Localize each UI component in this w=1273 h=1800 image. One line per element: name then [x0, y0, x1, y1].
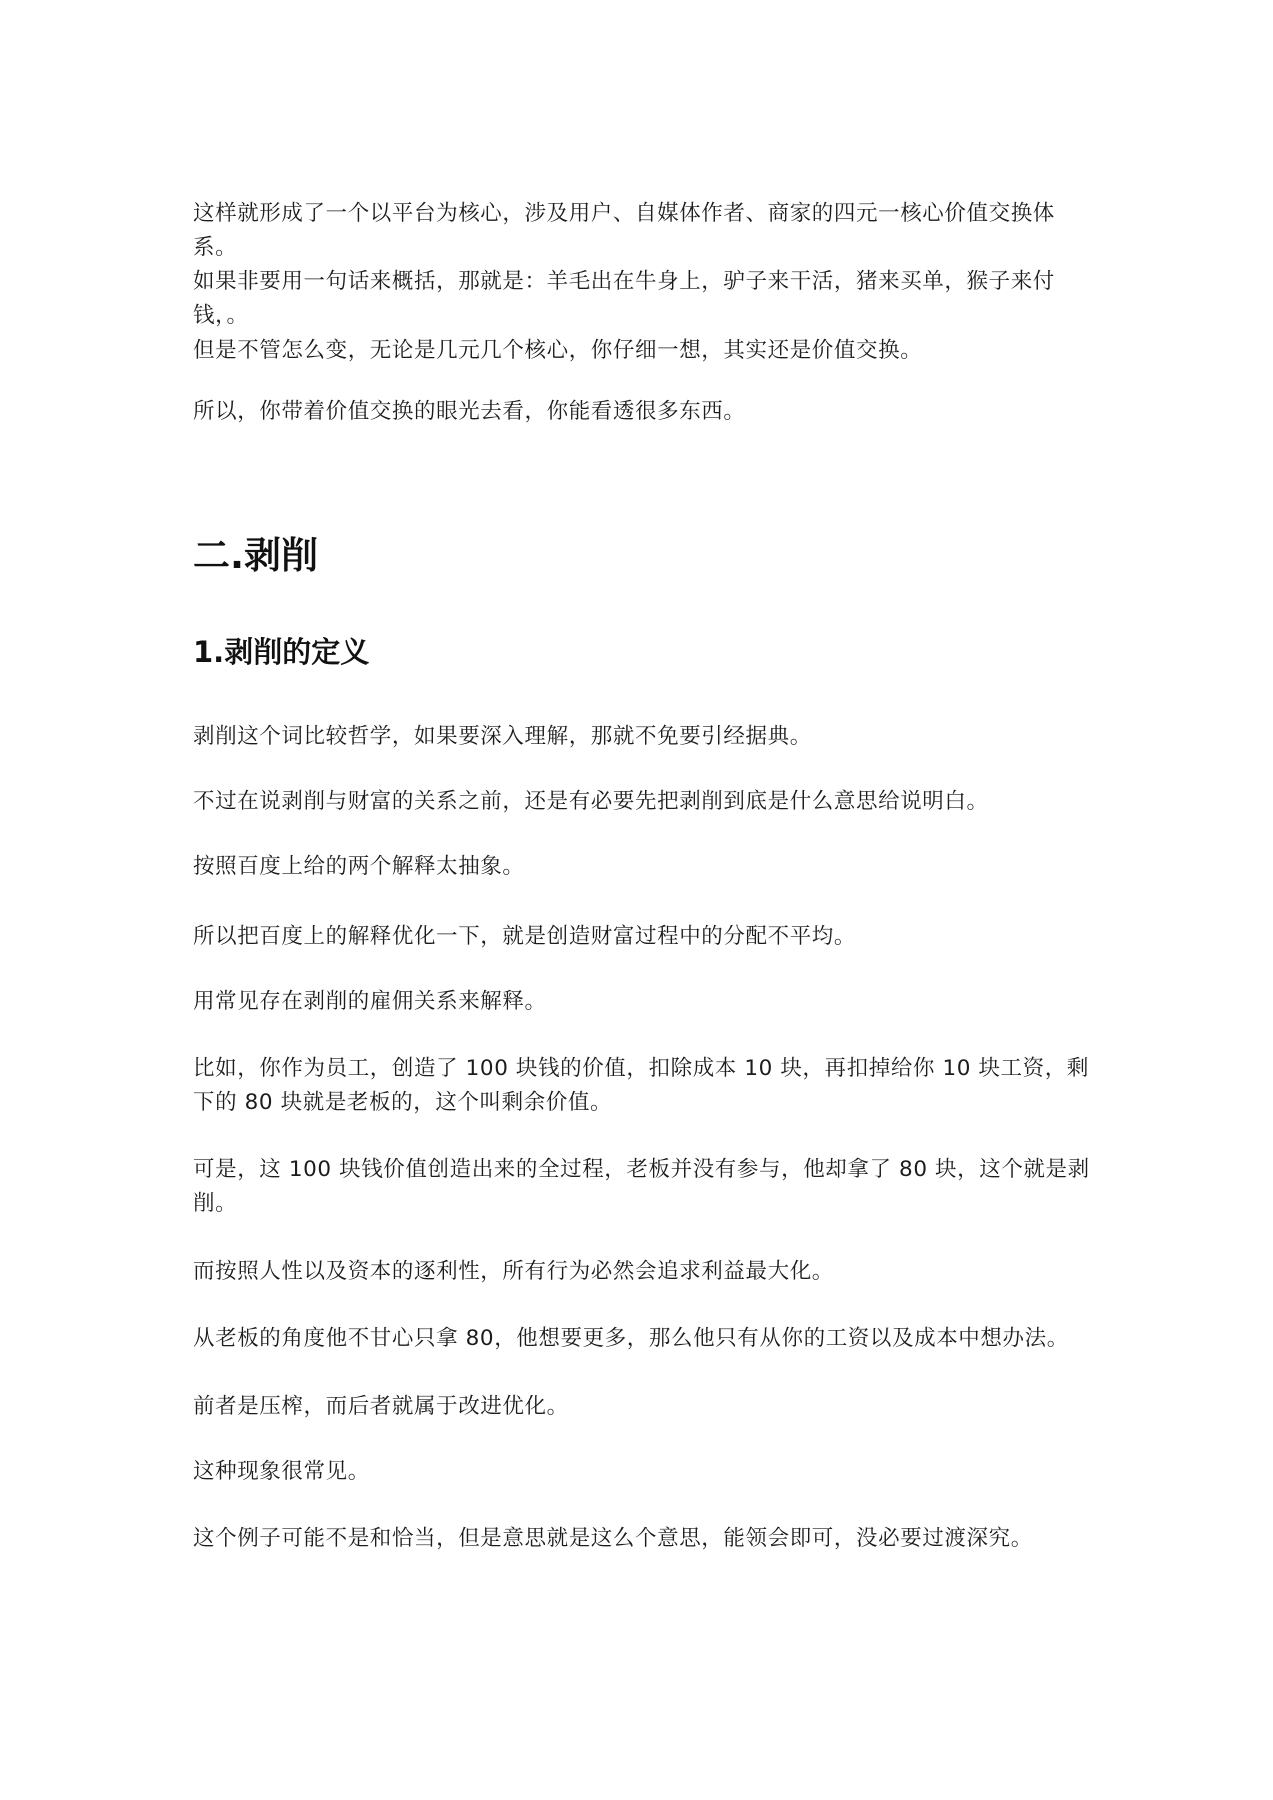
paragraph: 可是，这 100 块钱价值创造出来的全过程，老板并没有参与，他却拿了 80 块，这个就是剥削。 [193, 1157, 1090, 1216]
subsection-heading: 1.剥削的定义 [193, 635, 370, 669]
paragraph: 不过在说剥削与财富的关系之前，还是有必要先把剥削到底是什么意思给说明白。 [193, 789, 989, 814]
section-heading: 二.剥削 [193, 534, 319, 577]
paragraph: 按照百度上给的两个解释太抽象。 [193, 854, 525, 879]
paragraph: 比如，你作为员工，创造了 100 块钱的价值，扣除成本 10 块，再扣掉给你 10 块工资，剩下的 80 块就是老板的，这个叫剩余价值。 [193, 1056, 1089, 1115]
paragraph: 这个例子可能不是和恰当，但是意思就是这么个意思，能领会即可，没必要过渡深究。 [193, 1526, 1033, 1551]
paragraph: 但是不管怎么变，无论是几元几个核心，你仔细一想，其实还是价值交换。 [193, 338, 923, 363]
paragraph: 从老板的角度他不甘心只拿 80，他想要更多，那么他只有从你的工资以及成本中想办法。 [193, 1326, 1069, 1351]
paragraph: 剥削这个词比较哲学，如果要深入理解，那就不免要引经据典。 [193, 724, 812, 749]
document-page [193, 0, 1093, 1800]
paragraph: 前者是压榨，而后者就属于改进优化。 [193, 1394, 569, 1419]
paragraph: 用常见存在剥削的雇佣关系来解释。 [193, 989, 547, 1014]
paragraph: 这样就形成了一个以平台为核心，涉及用户、自媒体作者、商家的四元一核心价值交换体系。 [193, 201, 1055, 260]
paragraph: 所以把百度上的解释优化一下，就是创造财富过程中的分配不平均。 [193, 924, 857, 949]
paragraph: 如果非要用一句话来概括，那就是：羊毛出在牛身上，驴子来干活，猪来买单，猴子来付钱，。 [193, 269, 1055, 328]
paragraph: 所以，你带着价值交换的眼光去看，你能看透很多东西。 [193, 399, 746, 424]
paragraph: 这种现象很常见。 [193, 1459, 370, 1484]
paragraph: 而按照人性以及资本的逐利性，所有行为必然会追求利益最大化。 [193, 1259, 834, 1284]
